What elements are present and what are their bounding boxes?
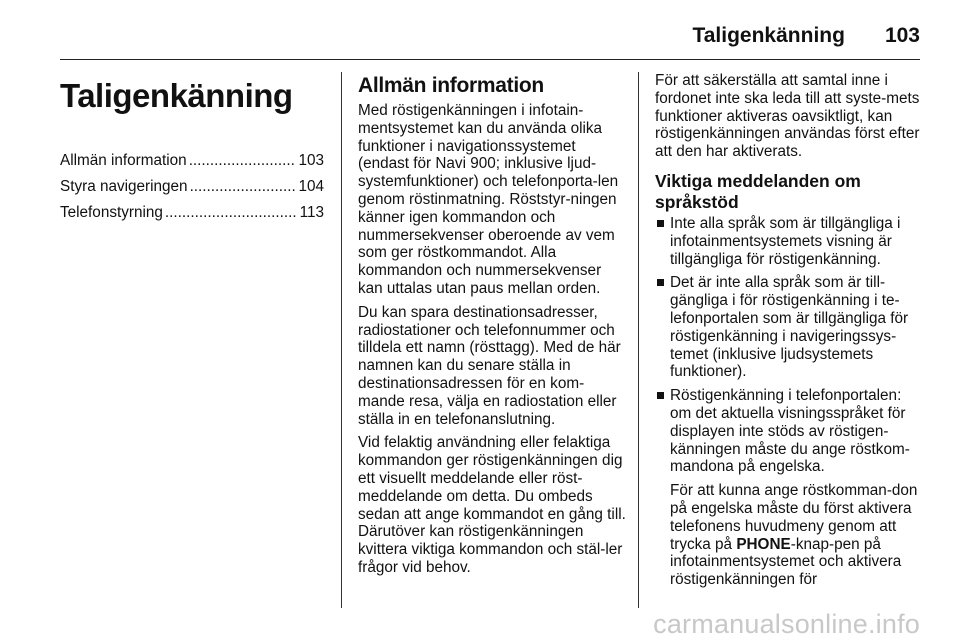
column-divider-right <box>638 72 639 608</box>
general-paragraph-4: För att säkerställa att samtal inne i fordonet inte ska leda till att syste-mets funktioner aktiveras oavsiktligt, kan röstigenkänningen användas först efter att den har aktiverats. <box>655 72 920 161</box>
general-paragraph-2: Du kan spara destinationsadresser, radiostationer och telefonnummer och tilldela ett namn (rösttagg). Med de här namnen kan du senare ställa in destinationsadressen för en kom-mande resa, välja en radiostation eller ställa in en telefonanslutning. <box>358 303 621 428</box>
language-bullet-list <box>655 215 925 589</box>
toc-label: Styra navigeringen <box>60 177 188 195</box>
general-paragraph-3: Vid felaktig användning eller felaktiga kommandon ger röstigenkänningen dig ett visuellt meddelande eller röst-meddelande om detta. Du ombeds sedan att ange kommandot en gång till. Därutöver kan röstigenkänningen kvittera viktiga kommandon och stäl-ler frågor vid behov. <box>358 434 626 576</box>
bullet-item <box>655 215 925 268</box>
watermark: carmanualsonline.info <box>653 609 920 639</box>
toc-page: 104 <box>298 177 324 195</box>
column-language-support <box>655 72 925 595</box>
toc-label: Allmän information <box>60 152 187 169</box>
header-title: Taligenkänning <box>692 24 845 47</box>
continuation-text: -knap-pen på infotainmentsystemet och aktivera röstigenkänningen för <box>670 535 902 589</box>
toc-item-phone[interactable] <box>60 204 324 222</box>
toc-leader-dots <box>165 204 298 222</box>
chapter-title: Taligenkänning <box>60 77 293 114</box>
section-title-general: Allmän information <box>358 74 544 97</box>
header-rule <box>60 59 920 60</box>
bullet-text: Det är inte alla språk som är till-gängliga i för röstigenkänning i te-lefonportalen som är tillgängliga för röstigenkänning i navigeringssys-temet (inklusive ljudsystemets funktioner). <box>670 274 909 381</box>
section-title-language: Viktiga meddelanden om språkstöd <box>655 170 861 212</box>
bullet-continuation <box>670 482 925 589</box>
toc-leader-dots <box>190 178 297 196</box>
general-paragraph-1: Med röstigenkänningen i infotain-mentsystemet kan du använda olika funktioner i navigationssystemet (endast för Navi 900; inklusive ljud-systemfunktioner) och telefonporta-len genom röstinmatning. Röststyr-ningen känner igen kommandon och nummersekvenser oberoende av vem som ger röstkommandot. Alla kommandon och nummersekvenser kan uttalas utan paus mellan orden. <box>358 102 619 297</box>
column-toc <box>60 72 324 229</box>
toc-item-navigation[interactable] <box>60 178 324 196</box>
column-divider-left <box>341 72 342 608</box>
toc-label: Telefonstyrning <box>60 203 163 221</box>
column-general-info <box>358 72 626 583</box>
bullet-text: Röstigenkänning i telefonportalen: om det aktuella visningsspråket för displayen inte stöds av röstigen-känningen måste du ange röstkom-mandona på engelska. <box>670 387 910 476</box>
bullet-item <box>655 274 925 381</box>
toc-leader-dots <box>189 152 297 170</box>
toc-page: 103 <box>298 152 324 169</box>
bullet-item <box>655 387 925 589</box>
bullet-text: Inte alla språk som är tillgängliga i infotainmentsystemets visning är tillgängliga för röstigenkänning. <box>670 214 901 268</box>
header-page-number: 103 <box>884 24 920 47</box>
continuation-text: För att kunna ange röstkomman-don på engelska måste du först aktivera telefonens huvudmeny genom att trycka på <box>670 482 918 553</box>
page-header <box>60 16 920 56</box>
toc-page: 113 <box>299 203 324 221</box>
toc-item-general[interactable] <box>60 152 324 170</box>
phone-key-label: PHONE <box>736 535 791 553</box>
